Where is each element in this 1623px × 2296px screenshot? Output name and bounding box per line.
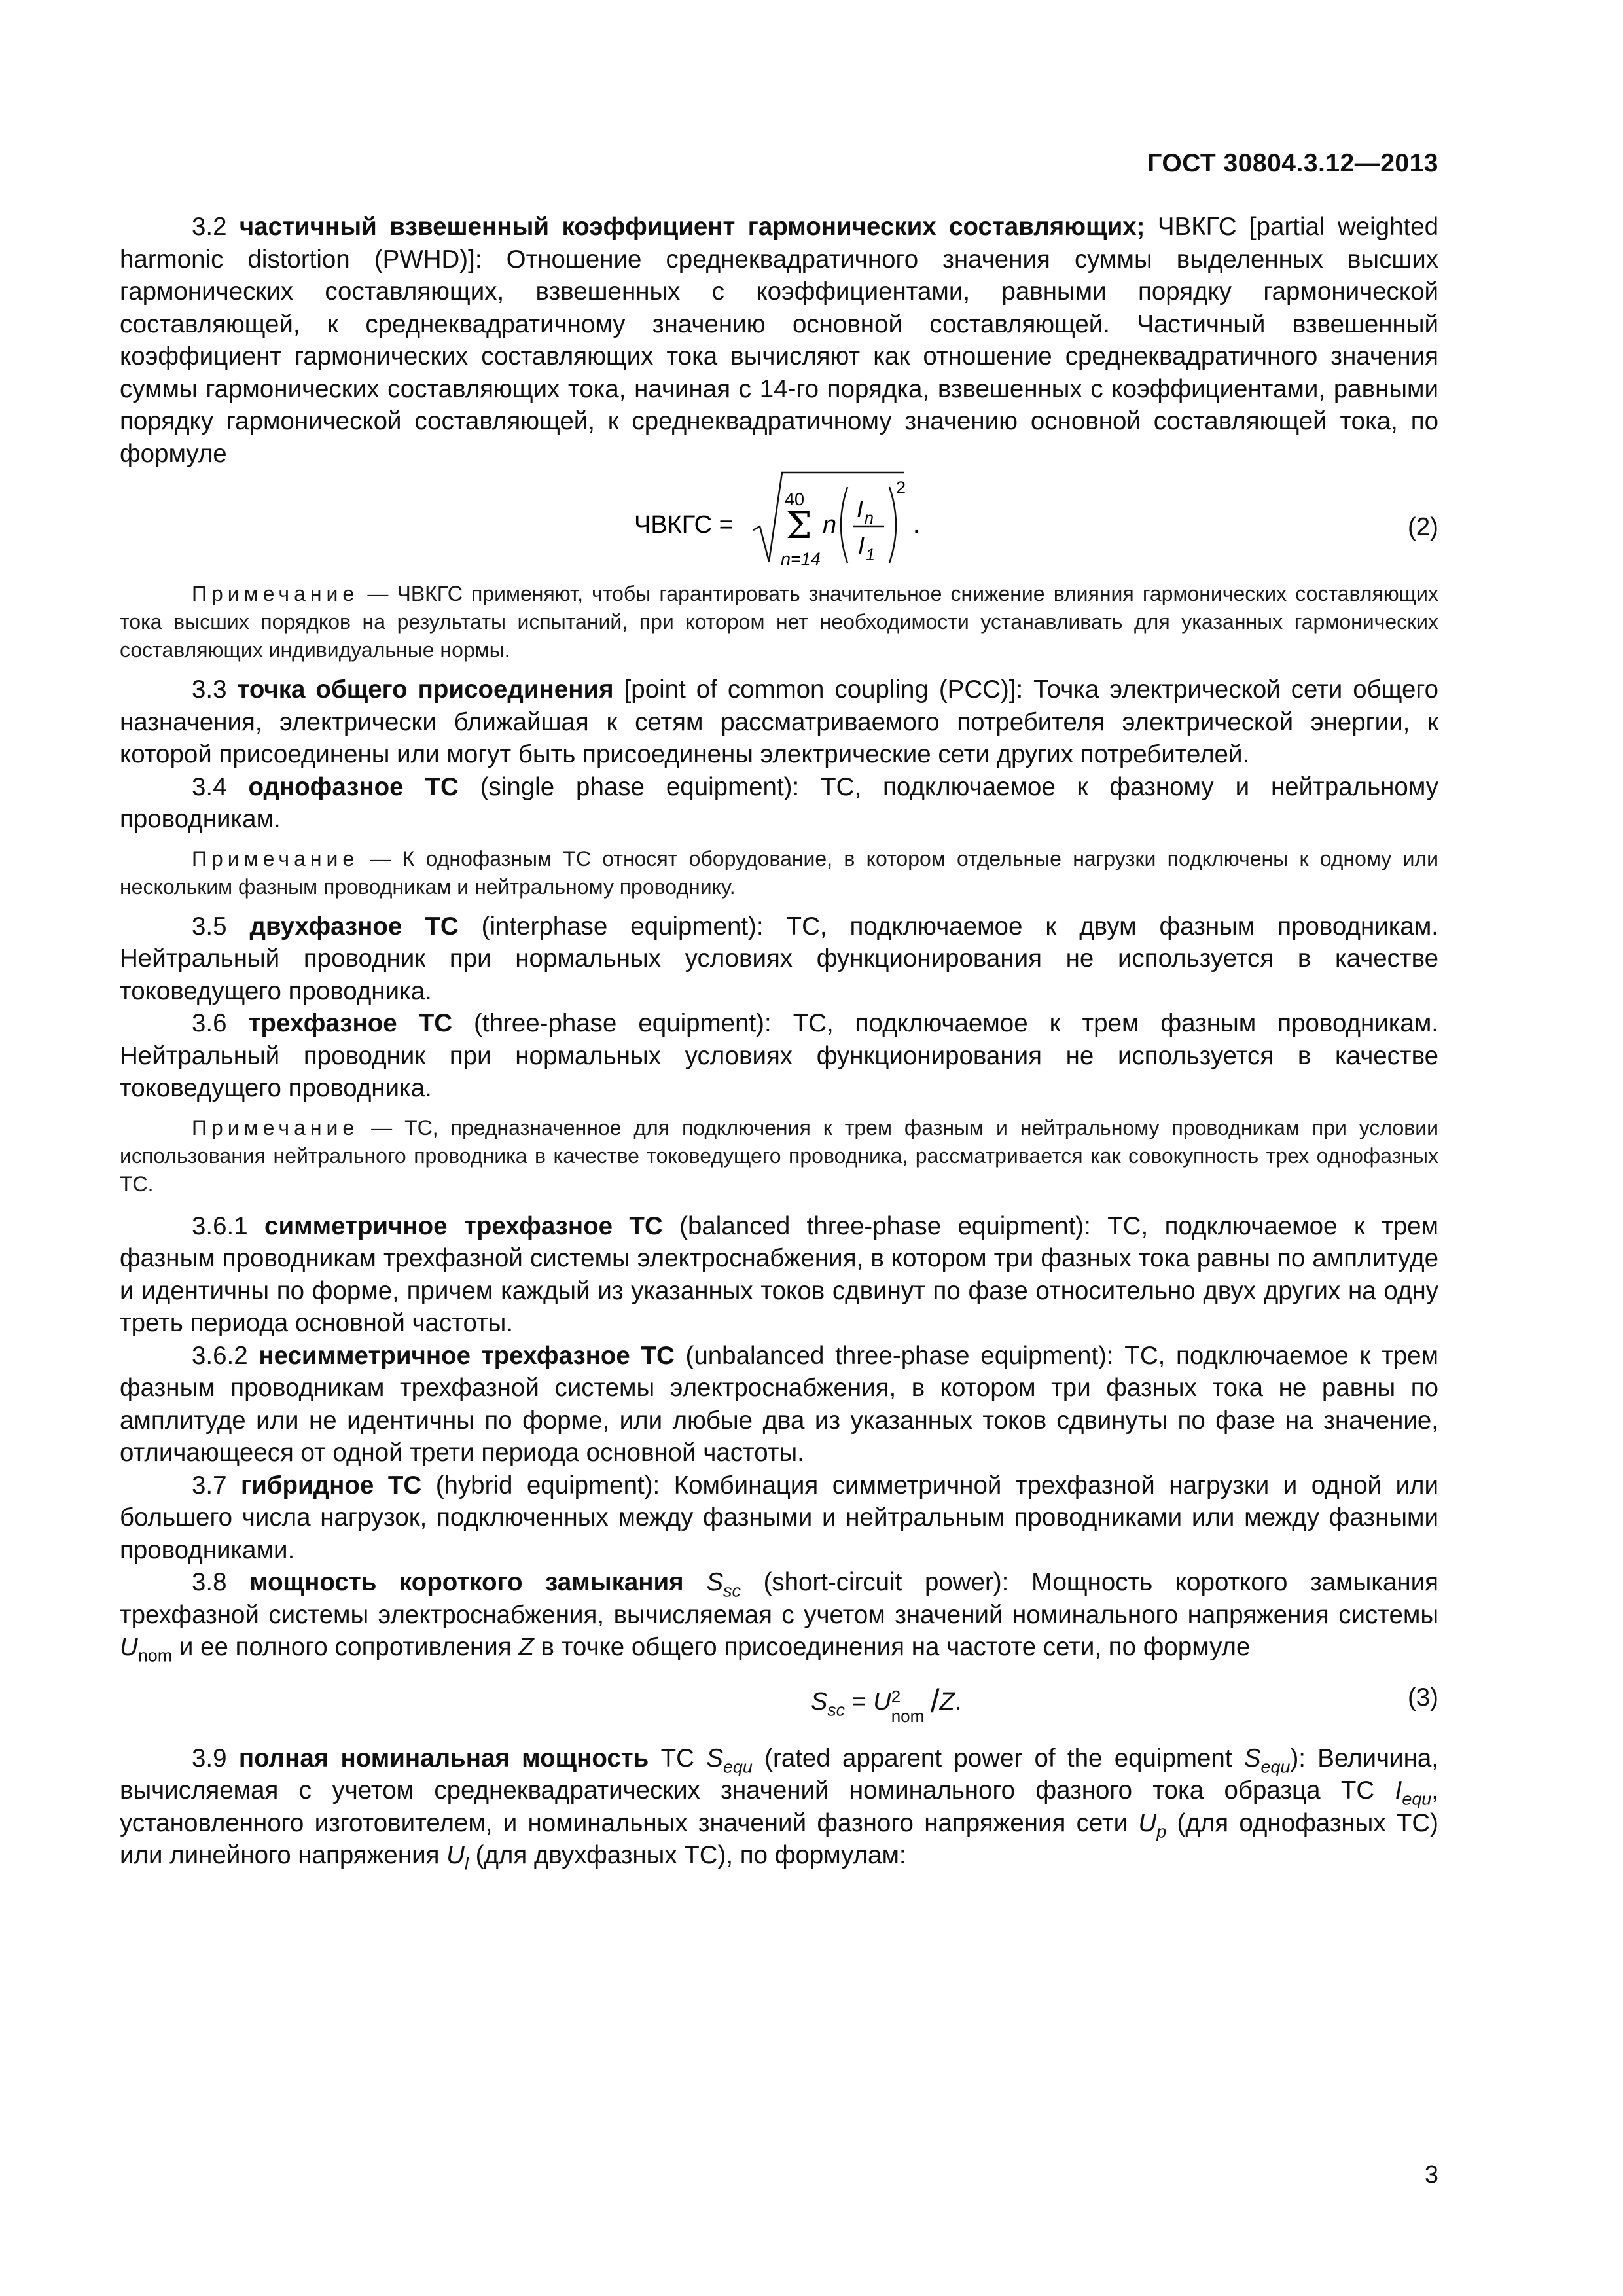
note-label: Примечание <box>192 1115 359 1139</box>
definition-text-3: ): Величина, вычисляемая с учетом среднеквадратических значений номинального фазного тока образца ТС <box>120 1744 1438 1804</box>
section-3-7 <box>120 1469 1438 1567</box>
section-3-6-2 <box>120 1340 1438 1469</box>
term: полная номинальная мощность <box>238 1744 649 1772</box>
note-3 <box>120 1114 1438 1198</box>
section-3-6 <box>120 1007 1438 1105</box>
numerator-i: I <box>857 495 864 522</box>
denominator-sub: 1 <box>866 546 875 564</box>
note-text: — ЧВКГС применяют, чтобы гарантировать значительное снижение влияния гармонических составляющих тока высших порядков на результаты испытаний, при котором нет необходимости устанавливать для указанных гармонических составляющих индивидуальные нормы. <box>120 582 1438 662</box>
section-3-3 <box>120 673 1438 771</box>
f3-u-sup: 2 <box>891 1686 901 1706</box>
f3-slash: / <box>930 1682 940 1719</box>
sum-upper-limit: 40 <box>785 490 805 509</box>
definition-text-3: в точке общего присоединения на частоте сети, по формуле <box>533 1633 1251 1661</box>
note-1 <box>120 580 1438 664</box>
symbol-s2: S <box>1243 1744 1261 1772</box>
term: двухфазное ТС <box>249 912 459 941</box>
section-number: 3.6 <box>192 1009 227 1037</box>
formula-2 <box>120 470 1438 573</box>
symbol-s: S <box>706 1744 723 1772</box>
formula-tail: . <box>913 511 920 539</box>
symbol-u: U <box>120 1633 138 1661</box>
section-3-2 <box>120 211 1438 470</box>
term: трехфазное ТС <box>248 1009 453 1037</box>
f3-s: S <box>811 1687 828 1715</box>
section-number: 3.2 <box>192 213 227 241</box>
section-number: 3.6.2 <box>192 1341 248 1370</box>
section-number: 3.8 <box>192 1568 227 1596</box>
symbol-s: S <box>706 1568 723 1596</box>
definition-text-2: и ее полного сопротивления <box>172 1633 519 1661</box>
definition-text: (balanced three-phase equipment): ТС, подключаемое к трем фазным проводникам трехфазной системы электроснабжения, в котором три фазных тока равны по амплитуде и идентичны по форме, причем каждый из указанных токов сдвинут по фазе относительно двух других на одну треть периода основной частоты. <box>120 1211 1438 1337</box>
symbol-i: I <box>1395 1776 1402 1804</box>
f3-u-sub: nom <box>891 1706 925 1726</box>
definition-text: (interphase equipment): ТС, подключаемое к двум фазным проводникам. Нейтральный проводник при нормальных условиях функционирования не используется в качестве токоведущего проводника. <box>120 912 1438 1005</box>
note-text: — ТС, предназначенное для подключения к трем фазным и нейтральному проводникам при условии использования нейтрального проводника в качестве токоведущего проводника, рассматривается как совокупность трех однофазных ТС. <box>120 1115 1438 1196</box>
term: мощность короткого замыкания <box>249 1568 684 1596</box>
symbol-z: Z <box>518 1633 534 1661</box>
denominator-i: I <box>858 532 865 559</box>
formula-number: (3) <box>1407 1683 1438 1712</box>
symbol-up-sub: p <box>1156 1821 1167 1841</box>
section-number: 3.5 <box>192 912 227 941</box>
term: частичный взвешенный коэффициент гармонических составляющих; <box>239 213 1145 241</box>
definition-text-5: (для однофазных ТС) или линейного напряжения <box>120 1808 1438 1869</box>
definition-text: (three-phase equipment): ТС, подключаемое к трем фазным проводникам. Нейтральный проводник при нормальных условиях функционирования не используется в качестве токоведущего проводника. <box>120 1009 1439 1102</box>
symbol-sub: sc <box>723 1581 741 1601</box>
note-2 <box>120 845 1438 901</box>
section-3-5 <box>120 910 1438 1008</box>
term: точка общего присоединения <box>237 675 614 704</box>
symbol-u-sub: nom <box>137 1645 173 1666</box>
f3-z: Z <box>939 1687 955 1715</box>
section-number: 3.3 <box>192 675 227 704</box>
note-label: Примечание <box>192 582 359 605</box>
formula-2-graphic <box>120 470 1438 573</box>
section-3-8 <box>120 1566 1438 1664</box>
note-text: — К однофазным ТС относят оборудование, в котором отдельные нагрузки подключены к одному или нескольким фазным проводникам и нейтральному проводнику. <box>120 846 1438 899</box>
sigma-symbol: Σ <box>786 505 812 547</box>
term: симметричное трехфазное ТС <box>264 1211 663 1240</box>
document-body <box>120 211 1438 1872</box>
definition-text: ЧВКГС [partial weighted harmonic distortion (PWHD)]: Отношение среднеквадратичного значения суммы выделенных высших гармонических составляющих, взвешенных с коэффициентами, равными порядку гармонической составляющей, к среднеквадратичному значению основной составляющей. Частичный взвешенный коэффициент гармонических составляющих тока вычисляют как отношение среднеквадратичного значения суммы гармонических составляющих тока, начиная с 14-го порядка, взвешенных с коэффициентами, равными порядку гармонической составляющей, к среднеквадратичному значению основной составляющей тока, по формуле <box>120 213 1438 468</box>
symbol-ul-sub: l <box>464 1854 469 1874</box>
section-3-4 <box>120 771 1438 836</box>
right-paren <box>889 487 896 563</box>
sum-lower-limit: n=14 <box>781 549 821 569</box>
section-number: 3.7 <box>192 1471 227 1499</box>
term: несимметричное трехфазное ТС <box>259 1341 675 1370</box>
section-number: 3.4 <box>192 772 227 801</box>
symbol-s2-sub: equ <box>1260 1756 1291 1776</box>
definition-text: (unbalanced three-phase equipment): ТС, подключаемое к трем фазным проводникам трехфазной системы электроснабжения, в котором три фазных тока не равны по амплитуде или не идентичны по форме, или любые два из указанных токов сдвинуты по фазе на значение, отличающееся от одной трети периода основной частоты. <box>120 1341 1438 1467</box>
section-3-9 <box>120 1742 1438 1872</box>
definition-text-6: (для двухфазных ТС), по формулам: <box>468 1841 906 1869</box>
section-3-6-1 <box>120 1210 1438 1340</box>
note-label: Примечание <box>192 846 359 870</box>
formula-3 <box>120 1664 1438 1734</box>
symbol-s-sub: equ <box>722 1756 753 1776</box>
definition-text: ТС <box>649 1744 707 1772</box>
document-code-header: ГОСТ 30804.3.12—2013 <box>1147 149 1438 177</box>
definition-text: (hybrid equipment): Комбинация симметричной трехфазной нагрузки и одной или большего числа нагрузок, подключенных между фазными и нейтральным проводниками или между фазными проводниками. <box>120 1471 1438 1564</box>
term: однофазное ТС <box>248 772 459 801</box>
f3-eq: = <box>844 1687 874 1715</box>
section-number: 3.6.1 <box>192 1211 248 1240</box>
section-number: 3.9 <box>192 1744 227 1772</box>
formula-3-expression <box>811 1682 962 1726</box>
page-number: 3 <box>1424 2161 1438 2189</box>
term: гибридное ТС <box>241 1471 422 1499</box>
symbol-ul: U <box>446 1841 465 1869</box>
formula-lhs: ЧВКГС = <box>634 511 734 539</box>
symbol-up: U <box>1138 1808 1157 1837</box>
factor-n: n <box>823 511 837 539</box>
definition-text-2: (rated apparent power of the equipment <box>752 1744 1244 1772</box>
f3-s-sub: sc <box>827 1699 845 1719</box>
symbol-i-sub: equ <box>1402 1789 1432 1809</box>
definition-text-4: , установленного изготовителем, и номинальных значений фазного напряжения сети <box>120 1776 1438 1837</box>
left-paren <box>841 487 847 563</box>
formula-number: (2) <box>1407 513 1438 541</box>
definition-text: [point of common coupling (PCC)]: Точка электрической сети общего назначения, электрически ближайшая к сетям рассматриваемого потребителя электрической энергии, к которой присоединены или могут быть присоединены электрические сети других потребителей. <box>120 675 1439 768</box>
f3-u: U <box>873 1687 891 1715</box>
exponent: 2 <box>896 478 906 497</box>
definition-text: (single phase equipment): ТС, подключаемое к фазному и нейтральному проводникам. <box>120 772 1438 833</box>
f3-tail: . <box>954 1687 962 1715</box>
numerator-sub: n <box>865 509 874 528</box>
definition-text: (short-circuit power): Мощность короткого замыкания трехфазной системы электроснабжения, вычисляемая с учетом значений номинального напряжения системы <box>120 1568 1439 1629</box>
